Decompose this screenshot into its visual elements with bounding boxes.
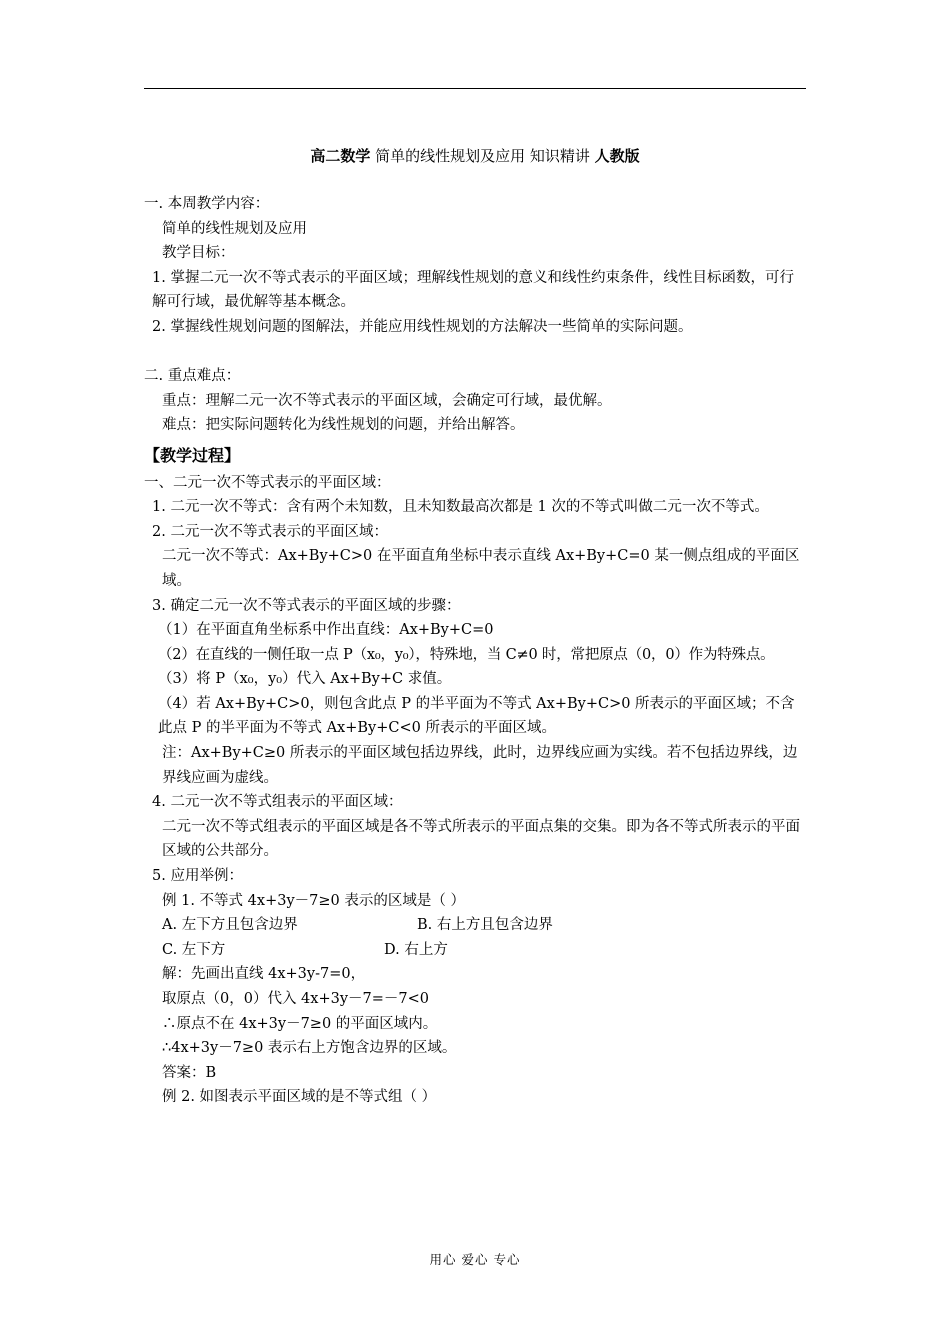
goals-label: 教学目标： bbox=[162, 245, 235, 262]
title-edition: 人教版 bbox=[594, 147, 640, 165]
step-1: （1）在平面直角坐标系中作出直线：Ax+By+C=0 bbox=[158, 622, 494, 639]
title-subject: 高二数学 bbox=[310, 147, 371, 165]
solution-line-3: ∴原点不在 4x+3y－7≥0 的平面区域内。 bbox=[162, 1015, 438, 1032]
section2-heading: 二. 重点难点： bbox=[144, 368, 241, 385]
option-c: C. 左下方 bbox=[162, 941, 226, 958]
example-1-options-ab bbox=[144, 913, 806, 938]
solution-line-1: 解：先画出直线 4x+3y-7=0， bbox=[162, 966, 366, 983]
process-sub1: 一、二元一次不等式表示的平面区域： bbox=[144, 474, 391, 491]
solution-line-2: 取原点（0，0）代入 4x+3y－7=－7<0 bbox=[162, 991, 430, 1007]
process-p2a: 二元一次不等式：Ax+By+C>0 在平面直角坐标中表示直线 Ax+By+C=0 某一侧点组成的平面区域。 bbox=[162, 548, 800, 589]
key-point: 重点：理解二元一次不等式表示的平面区域，会确定可行域，最优解。 bbox=[162, 392, 612, 409]
section1-topic: 简单的线性规划及应用 bbox=[162, 220, 307, 237]
goal-2: 2. 掌握线性规划问题的图解法，并能应用线性规划的方法解决一些简单的实际问题。 bbox=[152, 318, 693, 335]
header-rule bbox=[144, 88, 806, 89]
process-p5: 5. 应用举例： bbox=[152, 868, 243, 885]
goal-1: 1. 掌握二元一次不等式表示的平面区域；理解线性规划的意义和线性约束条件，线性目标函数，可行解可行域，最优解等基本概念。 bbox=[152, 269, 794, 311]
process-heading: 【教学过程】 bbox=[144, 445, 241, 465]
document-title bbox=[0, 145, 950, 166]
example-2: 例 2. 如图表示平面区域的是不等式组（ ） bbox=[162, 1089, 437, 1106]
example-1-options-cd bbox=[144, 938, 806, 963]
note: 注：Ax+By+C≥0 所表示的平面区域包括边界线，此时，边界线应画为实线。若不包括边界线，边界线应画为虚线。 bbox=[162, 745, 798, 786]
process-p2: 2. 二元一次不等式表示的平面区域： bbox=[152, 523, 388, 540]
step-3: （3）将 P（x₀，y₀）代入 Ax+By+C 求值。 bbox=[158, 671, 452, 688]
process-p3: 3. 确定二元一次不等式表示的平面区域的步骤： bbox=[152, 597, 461, 614]
example-1: 例 1. 不等式 4x+3y－7≥0 表示的区域是（ ） bbox=[162, 892, 465, 909]
solution-line-4: ∴4x+3y－7≥0 表示右上方饱含边界的区域。 bbox=[162, 1040, 457, 1057]
section1-heading: 一. 本周教学内容： bbox=[144, 196, 270, 212]
answer: 答案：B bbox=[162, 1064, 217, 1081]
difficulty-point: 难点：把实际问题转化为线性规划的问题，并给出解答。 bbox=[162, 417, 525, 434]
option-d: D. 右上方 bbox=[384, 941, 448, 958]
option-a: A. 左下方且包含边界 bbox=[162, 917, 298, 934]
process-p4: 4. 二元一次不等式组表示的平面区域： bbox=[152, 794, 403, 811]
step-4: （4）若 Ax+By+C>0，则包含此点 P 的半平面为不等式 Ax+By+C>0 所表示的平面区域；不含此点 P 的半平面为不等式 Ax+By+C<0 所表示的平面区域。 bbox=[158, 695, 795, 737]
process-p1: 1. 二元一次不等式：含有两个未知数，且未知数最高次都是 1 次的不等式叫做二元一次不等式。 bbox=[152, 499, 769, 516]
process-p4a: 二元一次不等式组表示的平面区域是各不等式所表示的平面点集的交集。即为各不等式所表示的平面区域的公共部分。 bbox=[162, 818, 800, 860]
title-topic: 简单的线性规划及应用 知识精讲 bbox=[370, 147, 595, 165]
step-2: （2）在直线的一侧任取一点 P（x₀，y₀），特殊地，当 C≠0 时，常把原点（0，0）作为特殊点。 bbox=[158, 646, 775, 663]
page-footer: 用心 爱心 专心 bbox=[429, 1252, 521, 1267]
option-b: B. 右上方且包含边界 bbox=[417, 917, 553, 934]
document-body bbox=[144, 192, 806, 1110]
